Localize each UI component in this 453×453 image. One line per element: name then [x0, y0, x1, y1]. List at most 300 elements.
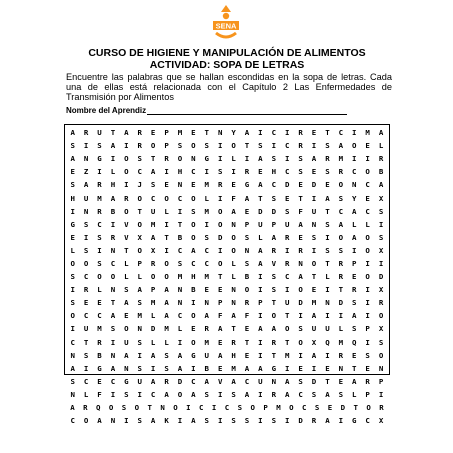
word-search-letter: N: [110, 350, 116, 360]
word-search-letter: U: [204, 350, 209, 360]
word-search-letter: C: [83, 272, 89, 282]
word-search-letter: S: [137, 416, 142, 426]
word-search-letter: N: [177, 285, 183, 295]
word-search-letter: C: [271, 128, 277, 138]
word-search-letter: X: [150, 245, 156, 255]
word-search-letter: S: [204, 232, 209, 242]
word-search-letter: O: [83, 416, 89, 426]
word-search-row: [66, 191, 388, 204]
word-search-letter: S: [244, 258, 250, 268]
word-search-letter: R: [137, 128, 142, 138]
word-search-letter: F: [97, 389, 102, 399]
word-search-letter: V: [124, 219, 129, 229]
word-search-letter: C: [365, 206, 370, 216]
word-search-letter: I: [124, 180, 129, 190]
word-search-letter: O: [365, 167, 370, 177]
word-search-letter: C: [271, 180, 277, 190]
word-search-letter: A: [352, 232, 357, 242]
word-search-letter: N: [352, 180, 357, 190]
word-search-letter: S: [204, 416, 209, 426]
word-search-letter: A: [217, 324, 223, 334]
word-search-letter: A: [325, 416, 330, 426]
word-search-letter: E: [244, 324, 250, 334]
word-search-letter: S: [365, 350, 370, 360]
word-search-letter: U: [284, 298, 290, 308]
word-search-letter: R: [284, 232, 290, 242]
word-search-letter: I: [284, 416, 290, 426]
word-search-letter: T: [244, 141, 250, 151]
word-search-letter: N: [83, 206, 89, 216]
word-search-letter: E: [311, 167, 317, 177]
word-search-letter: E: [311, 128, 317, 138]
word-search-letter: R: [110, 232, 116, 242]
word-search-row: [66, 296, 388, 309]
word-search-letter: A: [191, 389, 196, 399]
word-search-letter: L: [164, 206, 169, 216]
word-search-letter: A: [217, 350, 223, 360]
word-search-letter: S: [70, 180, 75, 190]
word-search-letter: O: [191, 219, 196, 229]
word-search-letter: D: [340, 403, 346, 413]
word-search-letter: A: [110, 311, 116, 321]
word-search-letter: P: [263, 403, 268, 413]
word-search-letter: A: [378, 128, 384, 138]
word-search-letter: E: [244, 206, 250, 216]
word-search-letter: I: [217, 154, 223, 164]
word-search-letter: A: [311, 350, 317, 360]
word-search-letter: T: [298, 193, 303, 203]
word-search-letter: T: [352, 363, 357, 373]
word-search-letter: S: [325, 141, 330, 151]
word-search-letter: S: [137, 154, 142, 164]
word-search-letter: O: [338, 232, 344, 242]
word-search-letter: S: [204, 141, 209, 151]
word-search-row: [66, 218, 388, 231]
word-search-letter: O: [231, 141, 236, 151]
word-search-letter: R: [137, 141, 142, 151]
word-search-letter: S: [237, 403, 243, 413]
word-search-letter: I: [124, 141, 129, 151]
word-search-row: [66, 388, 388, 401]
word-search-letter: C: [83, 376, 89, 386]
word-search-letter: S: [352, 324, 357, 334]
word-search-letter: N: [231, 219, 236, 229]
word-search-letter: R: [311, 416, 317, 426]
word-search-letter: N: [338, 363, 344, 373]
word-search-letter: A: [271, 324, 277, 334]
word-search-letter: O: [244, 285, 250, 295]
word-search-letter: S: [217, 167, 223, 177]
word-search-letter: R: [379, 403, 384, 413]
word-search-letter: P: [244, 219, 250, 229]
word-search-letter: S: [271, 193, 277, 203]
word-search-letter: S: [83, 245, 89, 255]
word-search-letter: E: [352, 272, 357, 282]
word-search-letter: R: [164, 376, 169, 386]
word-search-letter: O: [70, 258, 75, 268]
word-search-row: [66, 270, 388, 283]
word-search-letter: N: [137, 324, 142, 334]
word-search-letter: P: [378, 376, 384, 386]
word-search-letter: U: [311, 206, 317, 216]
word-search-letter: A: [164, 311, 169, 321]
word-search-letter: B: [191, 285, 196, 295]
word-search-letter: U: [83, 193, 89, 203]
word-search-letter: A: [124, 350, 129, 360]
word-search-letter: P: [352, 258, 357, 268]
word-search-letter: I: [338, 416, 344, 426]
word-search-letter: A: [110, 193, 116, 203]
title-line-2: ACTIVIDAD: SOPA DE LETRAS: [149, 58, 305, 71]
word-search-letter: A: [70, 363, 75, 373]
word-search-letter: E: [352, 350, 357, 360]
word-search-letter: F: [231, 193, 236, 203]
word-search-letter: R: [97, 180, 102, 190]
word-search-letter: O: [191, 141, 196, 151]
word-search-letter: I: [365, 311, 370, 321]
word-search-letter: E: [83, 298, 89, 308]
word-search-letter: O: [365, 272, 370, 282]
word-search-letter: G: [97, 363, 102, 373]
word-search-letter: I: [150, 363, 156, 373]
word-search-letter: S: [258, 141, 263, 151]
word-search-letter: I: [217, 141, 223, 151]
word-search-letter: A: [244, 128, 250, 138]
word-search-letter: A: [70, 154, 75, 164]
word-search-letter: O: [378, 311, 384, 321]
word-search-letter: C: [70, 337, 75, 347]
word-search-letter: I: [70, 324, 75, 334]
word-search-letter: I: [217, 245, 223, 255]
word-search-letter: R: [271, 245, 277, 255]
word-search-letter: L: [204, 193, 209, 203]
word-search-letter: O: [217, 258, 223, 268]
word-search-letter: O: [365, 245, 370, 255]
word-search-letter: E: [217, 363, 223, 373]
word-search-letter: O: [366, 403, 371, 413]
word-search-letter: I: [298, 311, 303, 321]
word-search-letter: O: [124, 167, 129, 177]
word-search-letter: R: [298, 141, 303, 151]
word-search-letter: C: [83, 311, 89, 321]
word-search-letter: Z: [83, 167, 89, 177]
word-search-letter: P: [164, 128, 169, 138]
word-search-letter: A: [378, 180, 384, 190]
word-search-letter: M: [231, 363, 236, 373]
word-search-letter: L: [150, 311, 156, 321]
word-search-letter: O: [231, 245, 236, 255]
word-search-letter: O: [217, 206, 223, 216]
word-search-letter: O: [298, 337, 303, 347]
word-search-letter: O: [177, 154, 183, 164]
word-search-letter: A: [298, 272, 303, 282]
word-search-letter: S: [177, 258, 183, 268]
word-search-letter: O: [311, 258, 317, 268]
word-search-letter: T: [325, 258, 330, 268]
word-search-letter: A: [191, 245, 196, 255]
word-search-letter: H: [271, 167, 277, 177]
word-search-letter: A: [352, 311, 357, 321]
word-search-letter: C: [204, 258, 209, 268]
word-search-letter: S: [271, 272, 277, 282]
word-search-letter: L: [110, 167, 116, 177]
word-search-letter: O: [250, 403, 255, 413]
word-search-letter: I: [284, 245, 290, 255]
word-search-letter: I: [70, 285, 75, 295]
word-search-row: [66, 205, 388, 218]
word-search-letter: I: [284, 128, 290, 138]
word-search-letter: I: [311, 363, 317, 373]
word-search-letter: L: [124, 258, 129, 268]
word-search-letter: N: [110, 285, 116, 295]
word-search-letter: A: [325, 193, 330, 203]
word-search-letter: T: [164, 232, 169, 242]
word-search-letter: S: [231, 416, 236, 426]
word-search-letter: S: [284, 206, 290, 216]
word-search-letter: O: [164, 258, 169, 268]
word-search-letter: S: [70, 376, 75, 386]
word-search-letter: M: [276, 403, 281, 413]
word-search-letter: A: [150, 232, 156, 242]
word-search-letter: L: [231, 258, 236, 268]
word-search-letter: I: [365, 285, 370, 295]
word-search-letter: O: [134, 403, 140, 413]
word-search-letter: L: [325, 272, 330, 282]
word-search-letter: O: [124, 206, 129, 216]
word-search-letter: A: [150, 167, 156, 177]
word-search-letter: O: [191, 311, 196, 321]
word-search-letter: X: [378, 285, 384, 295]
word-search-letter: I: [110, 389, 116, 399]
word-search-letter: R: [83, 128, 89, 138]
word-search-letter: C: [224, 403, 230, 413]
word-search-letter: N: [298, 258, 303, 268]
word-search-letter: S: [121, 403, 127, 413]
word-search-letter: X: [378, 193, 384, 203]
word-search-letter: I: [164, 219, 169, 229]
word-search-letter: U: [97, 128, 102, 138]
word-search-letter: I: [284, 154, 290, 164]
word-search-letter: E: [217, 337, 223, 347]
word-search-letter: S: [298, 167, 303, 177]
sena-logo: [203, 2, 249, 44]
word-search-letter: D: [258, 206, 263, 216]
word-search-letter: N: [231, 298, 236, 308]
word-search-letter: S: [137, 363, 142, 373]
word-search-letter: N: [311, 219, 317, 229]
word-search-letter: N: [231, 285, 236, 295]
word-search-letter: A: [150, 376, 156, 386]
word-search-letter: S: [137, 337, 142, 347]
word-search-letter: S: [150, 180, 156, 190]
word-search-letter: A: [258, 363, 263, 373]
word-search-letter: I: [258, 337, 263, 347]
word-search-letter: C: [198, 403, 204, 413]
word-search-letter: M: [338, 337, 344, 347]
word-search-letter: N: [325, 298, 330, 308]
word-search-letter: G: [124, 376, 129, 386]
word-search-letter: J: [137, 180, 142, 190]
word-search-letter: O: [231, 232, 236, 242]
word-search-letter: R: [231, 337, 236, 347]
word-search-letter: E: [258, 167, 263, 177]
word-search-letter: S: [338, 245, 344, 255]
word-search-letter: S: [83, 219, 89, 229]
word-search-letter: I: [352, 154, 357, 164]
word-search-letter: Y: [352, 193, 357, 203]
word-search-letter: O: [217, 219, 223, 229]
word-search-letter: C: [365, 416, 370, 426]
word-search-letter: L: [378, 141, 384, 151]
word-search-letter: O: [108, 403, 114, 413]
word-search-letter: M: [97, 324, 102, 334]
word-search-letter: C: [97, 219, 102, 229]
word-search-letter: I: [177, 337, 183, 347]
word-search-letter: S: [298, 324, 303, 334]
word-search-letter: I: [338, 311, 344, 321]
word-search-letter: L: [231, 272, 236, 282]
word-search-letter: I: [352, 128, 357, 138]
word-search-letter: A: [150, 350, 156, 360]
word-search-letter: A: [110, 141, 116, 151]
word-search-letter: S: [271, 154, 277, 164]
word-search-letter: P: [365, 389, 370, 399]
word-search-letter: I: [186, 403, 191, 413]
word-search-letter: T: [325, 376, 330, 386]
word-search-letter: S: [124, 389, 129, 399]
word-search-letter: D: [284, 180, 290, 190]
word-search-letter: I: [352, 245, 357, 255]
word-search-letter: N: [110, 416, 116, 426]
word-search-letter: A: [137, 285, 142, 295]
word-search-letter: I: [191, 363, 196, 373]
word-search-letter: O: [338, 180, 344, 190]
word-search-letter: E: [325, 363, 330, 373]
word-search-letter: D: [298, 298, 303, 308]
word-search-letter: S: [338, 389, 344, 399]
word-search-letter: O: [191, 193, 196, 203]
word-search-letter: M: [177, 272, 183, 282]
word-search-letter: V: [271, 258, 277, 268]
word-search-letter: S: [110, 324, 116, 334]
word-search-letter: R: [124, 193, 129, 203]
word-search-letter: C: [150, 193, 156, 203]
word-search-letter: I: [325, 285, 330, 295]
word-search-row: [66, 349, 388, 362]
word-search-letter: S: [70, 272, 75, 282]
word-search-letter: I: [284, 363, 290, 373]
word-search-letter: N: [177, 298, 183, 308]
word-search-letter: S: [311, 232, 317, 242]
word-search-letter: S: [70, 141, 75, 151]
word-search-letter: I: [97, 167, 102, 177]
word-search-letter: R: [217, 180, 223, 190]
word-search-letter: V: [217, 376, 223, 386]
word-search-letter: E: [244, 350, 250, 360]
word-search-letter: O: [173, 403, 178, 413]
word-search-letter: I: [311, 245, 317, 255]
word-search-letter: N: [177, 180, 183, 190]
word-search-letter: I: [110, 154, 116, 164]
word-search-letter: X: [378, 245, 384, 255]
word-search-row: [66, 152, 388, 165]
word-search-letter: B: [97, 350, 102, 360]
word-search-letter: H: [231, 350, 236, 360]
word-search-row: [66, 336, 388, 349]
word-search-letter: R: [378, 298, 384, 308]
word-search-letter: T: [231, 324, 236, 334]
word-search-row: [66, 322, 388, 335]
word-search-letter: G: [97, 154, 102, 164]
word-search-letter: A: [164, 285, 169, 295]
word-search-letter: C: [191, 376, 196, 386]
word-search-letter: T: [325, 206, 330, 216]
word-search-letter: A: [311, 154, 317, 164]
word-search-letter: D: [338, 298, 344, 308]
word-search-row: [66, 139, 388, 152]
word-search-letter: E: [365, 193, 370, 203]
word-search-letter: L: [70, 245, 75, 255]
word-search-letter: S: [164, 363, 169, 373]
word-search-letter: M: [204, 206, 209, 216]
word-search-grid: [66, 126, 388, 427]
word-search-letter: A: [352, 376, 357, 386]
word-search-letter: E: [70, 232, 75, 242]
word-search-letter: A: [231, 376, 236, 386]
word-search-letter: R: [83, 285, 89, 295]
word-search-letter: P: [271, 219, 277, 229]
word-search-letter: O: [191, 232, 196, 242]
word-search-letter: U: [124, 337, 129, 347]
word-search-letter: C: [110, 258, 116, 268]
word-search-letter: G: [352, 416, 357, 426]
word-search-letter: D: [298, 416, 303, 426]
word-search-letter: I: [258, 389, 263, 399]
word-search-letter: A: [164, 389, 169, 399]
word-search-letter: O: [124, 154, 129, 164]
word-search-letter: I: [83, 232, 89, 242]
word-search-letter: Q: [325, 337, 330, 347]
word-search-letter: C: [150, 389, 156, 399]
word-search-letter: R: [271, 389, 277, 399]
word-search-letter: I: [258, 350, 263, 360]
word-search-letter: O: [164, 272, 169, 282]
word-search-letter: R: [150, 258, 156, 268]
word-search-letter: E: [164, 180, 169, 190]
word-search-letter: E: [124, 311, 129, 321]
word-search-letter: O: [352, 141, 357, 151]
word-search-letter: E: [231, 180, 236, 190]
word-search-letter: I: [298, 350, 303, 360]
word-search-letter: X: [311, 337, 317, 347]
word-search-letter: M: [137, 311, 142, 321]
word-search-letter: I: [258, 311, 263, 321]
word-search-letter: R: [271, 337, 277, 347]
word-search-letter: A: [325, 389, 330, 399]
word-search-letter: I: [244, 154, 250, 164]
word-search-letter: E: [298, 232, 303, 242]
word-search-letter: F: [244, 311, 250, 321]
word-search-letter: T: [325, 128, 330, 138]
word-search-letter: B: [244, 272, 250, 282]
word-search-letter: T: [147, 403, 152, 413]
word-search-letter: C: [244, 376, 250, 386]
word-search-letter: E: [338, 376, 344, 386]
learner-name-label: Nombre del Aprendiz: [66, 106, 147, 115]
word-search-letter: R: [164, 154, 169, 164]
word-search-row: [66, 375, 388, 388]
word-search-letter: E: [298, 180, 303, 190]
